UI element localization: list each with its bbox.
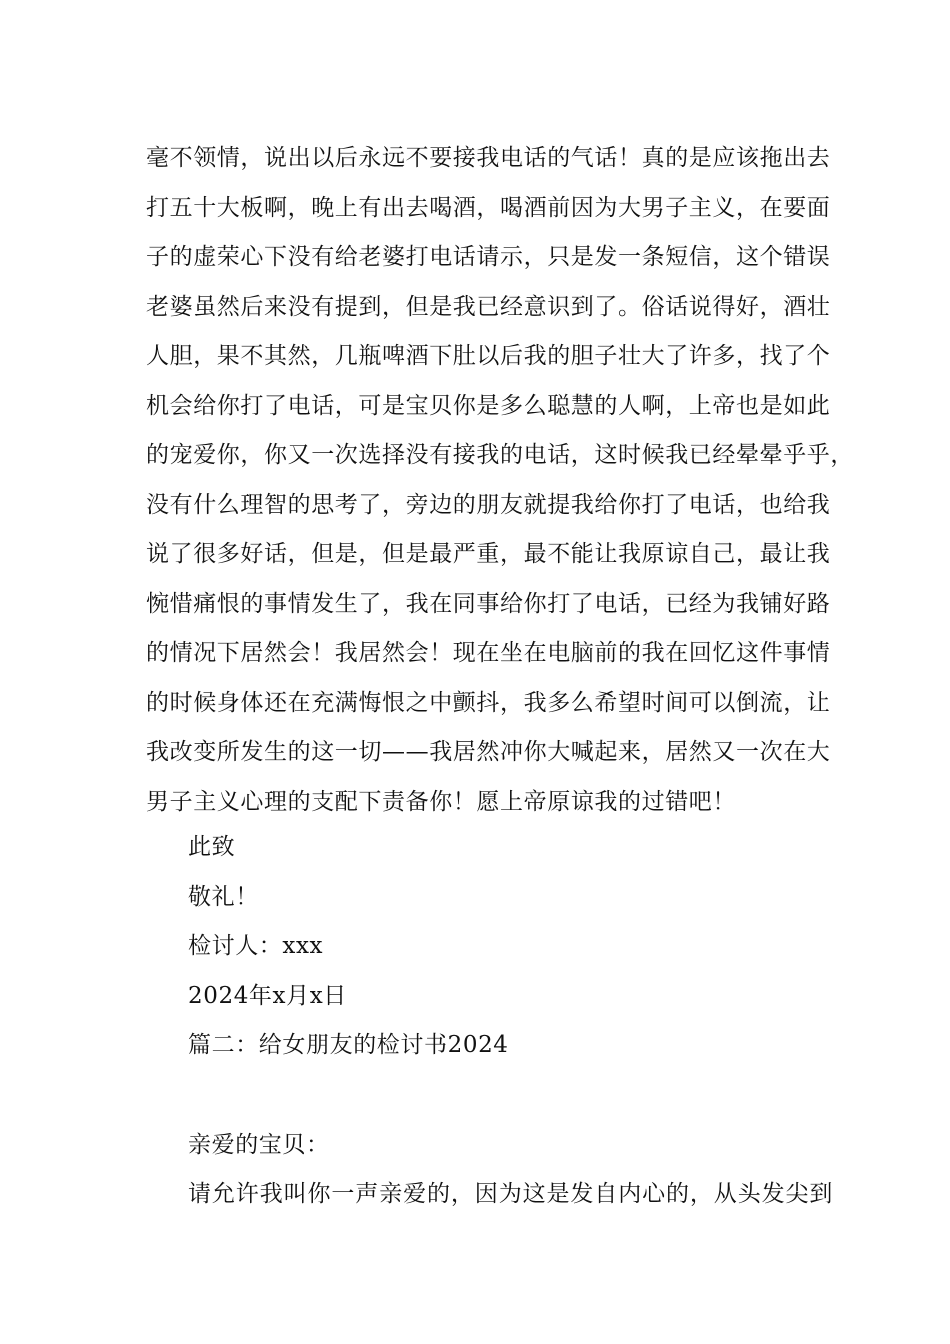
body-line: 惋惜痛恨的事情发生了，我在同事给你打了电话，已经为我铺好路 (146, 590, 831, 617)
body-line: 的时候身体还在充满悔恨之中颤抖，我多么希望时间可以倒流，让 (146, 689, 831, 716)
closing-salutation: 此致 (188, 834, 236, 860)
body-line: 人胆，果不其然，几瓶啤酒下肚以后我的胆子壮大了许多，找了个 (146, 343, 831, 369)
body-line: 老婆虽然后来没有提到，但是我已经意识到了。俗话说得好，酒壮 (146, 293, 831, 320)
date: 2024年x月x日 (188, 982, 347, 1009)
body-line: 子的虚荣心下没有给老婆打电话请示，只是发一条短信，这个错误 (146, 244, 831, 270)
body-line: 打五十大板啊，晚上有出去喝酒，喝酒前因为大男子主义，在要面 (146, 194, 831, 221)
letter-closing (188, 823, 834, 1220)
body-line: 没有什么理智的思考了，旁边的朋友就提我给你打了电话，也给我 (146, 491, 831, 518)
blank-line (188, 1071, 828, 1121)
letter-body (146, 134, 854, 827)
body-line: 机会给你打了电话，可是宝贝你是多么聪慧的人啊，上帝也是如此 (146, 392, 831, 419)
body-line: 请允许我叫你一声亲爱的，因为这是发自内心的，从头发尖到 (188, 1181, 834, 1208)
body-line: 毫不领情，说出以后永远不要接我电话的气话！真的是应该拖出去 (146, 145, 831, 171)
greeting: 亲爱的宝贝： (188, 1131, 330, 1158)
body-line: 男子主义心理的支配下责备你！愿上帝原谅我的过错吧！ (146, 788, 736, 815)
section-title: 篇二：给女朋友的检讨书2024 (188, 1032, 509, 1059)
body-line: 的情况下居然会！我居然会！现在坐在电脑前的我在回忆这件事情 (146, 640, 831, 666)
body-line: 的宠爱你，你又一次选择没有接我的电话，这时候我已经晕晕乎乎， (146, 442, 854, 468)
signature: 检讨人：xxx (188, 933, 324, 960)
closing-respect: 敬礼！ (188, 883, 259, 910)
body-line: 说了很多好话，但是，但是最严重，最不能让我原谅自己，最让我 (146, 541, 831, 567)
body-line: 我改变所发生的这一切——我居然冲你大喊起来，居然又一次在大 (146, 739, 831, 765)
